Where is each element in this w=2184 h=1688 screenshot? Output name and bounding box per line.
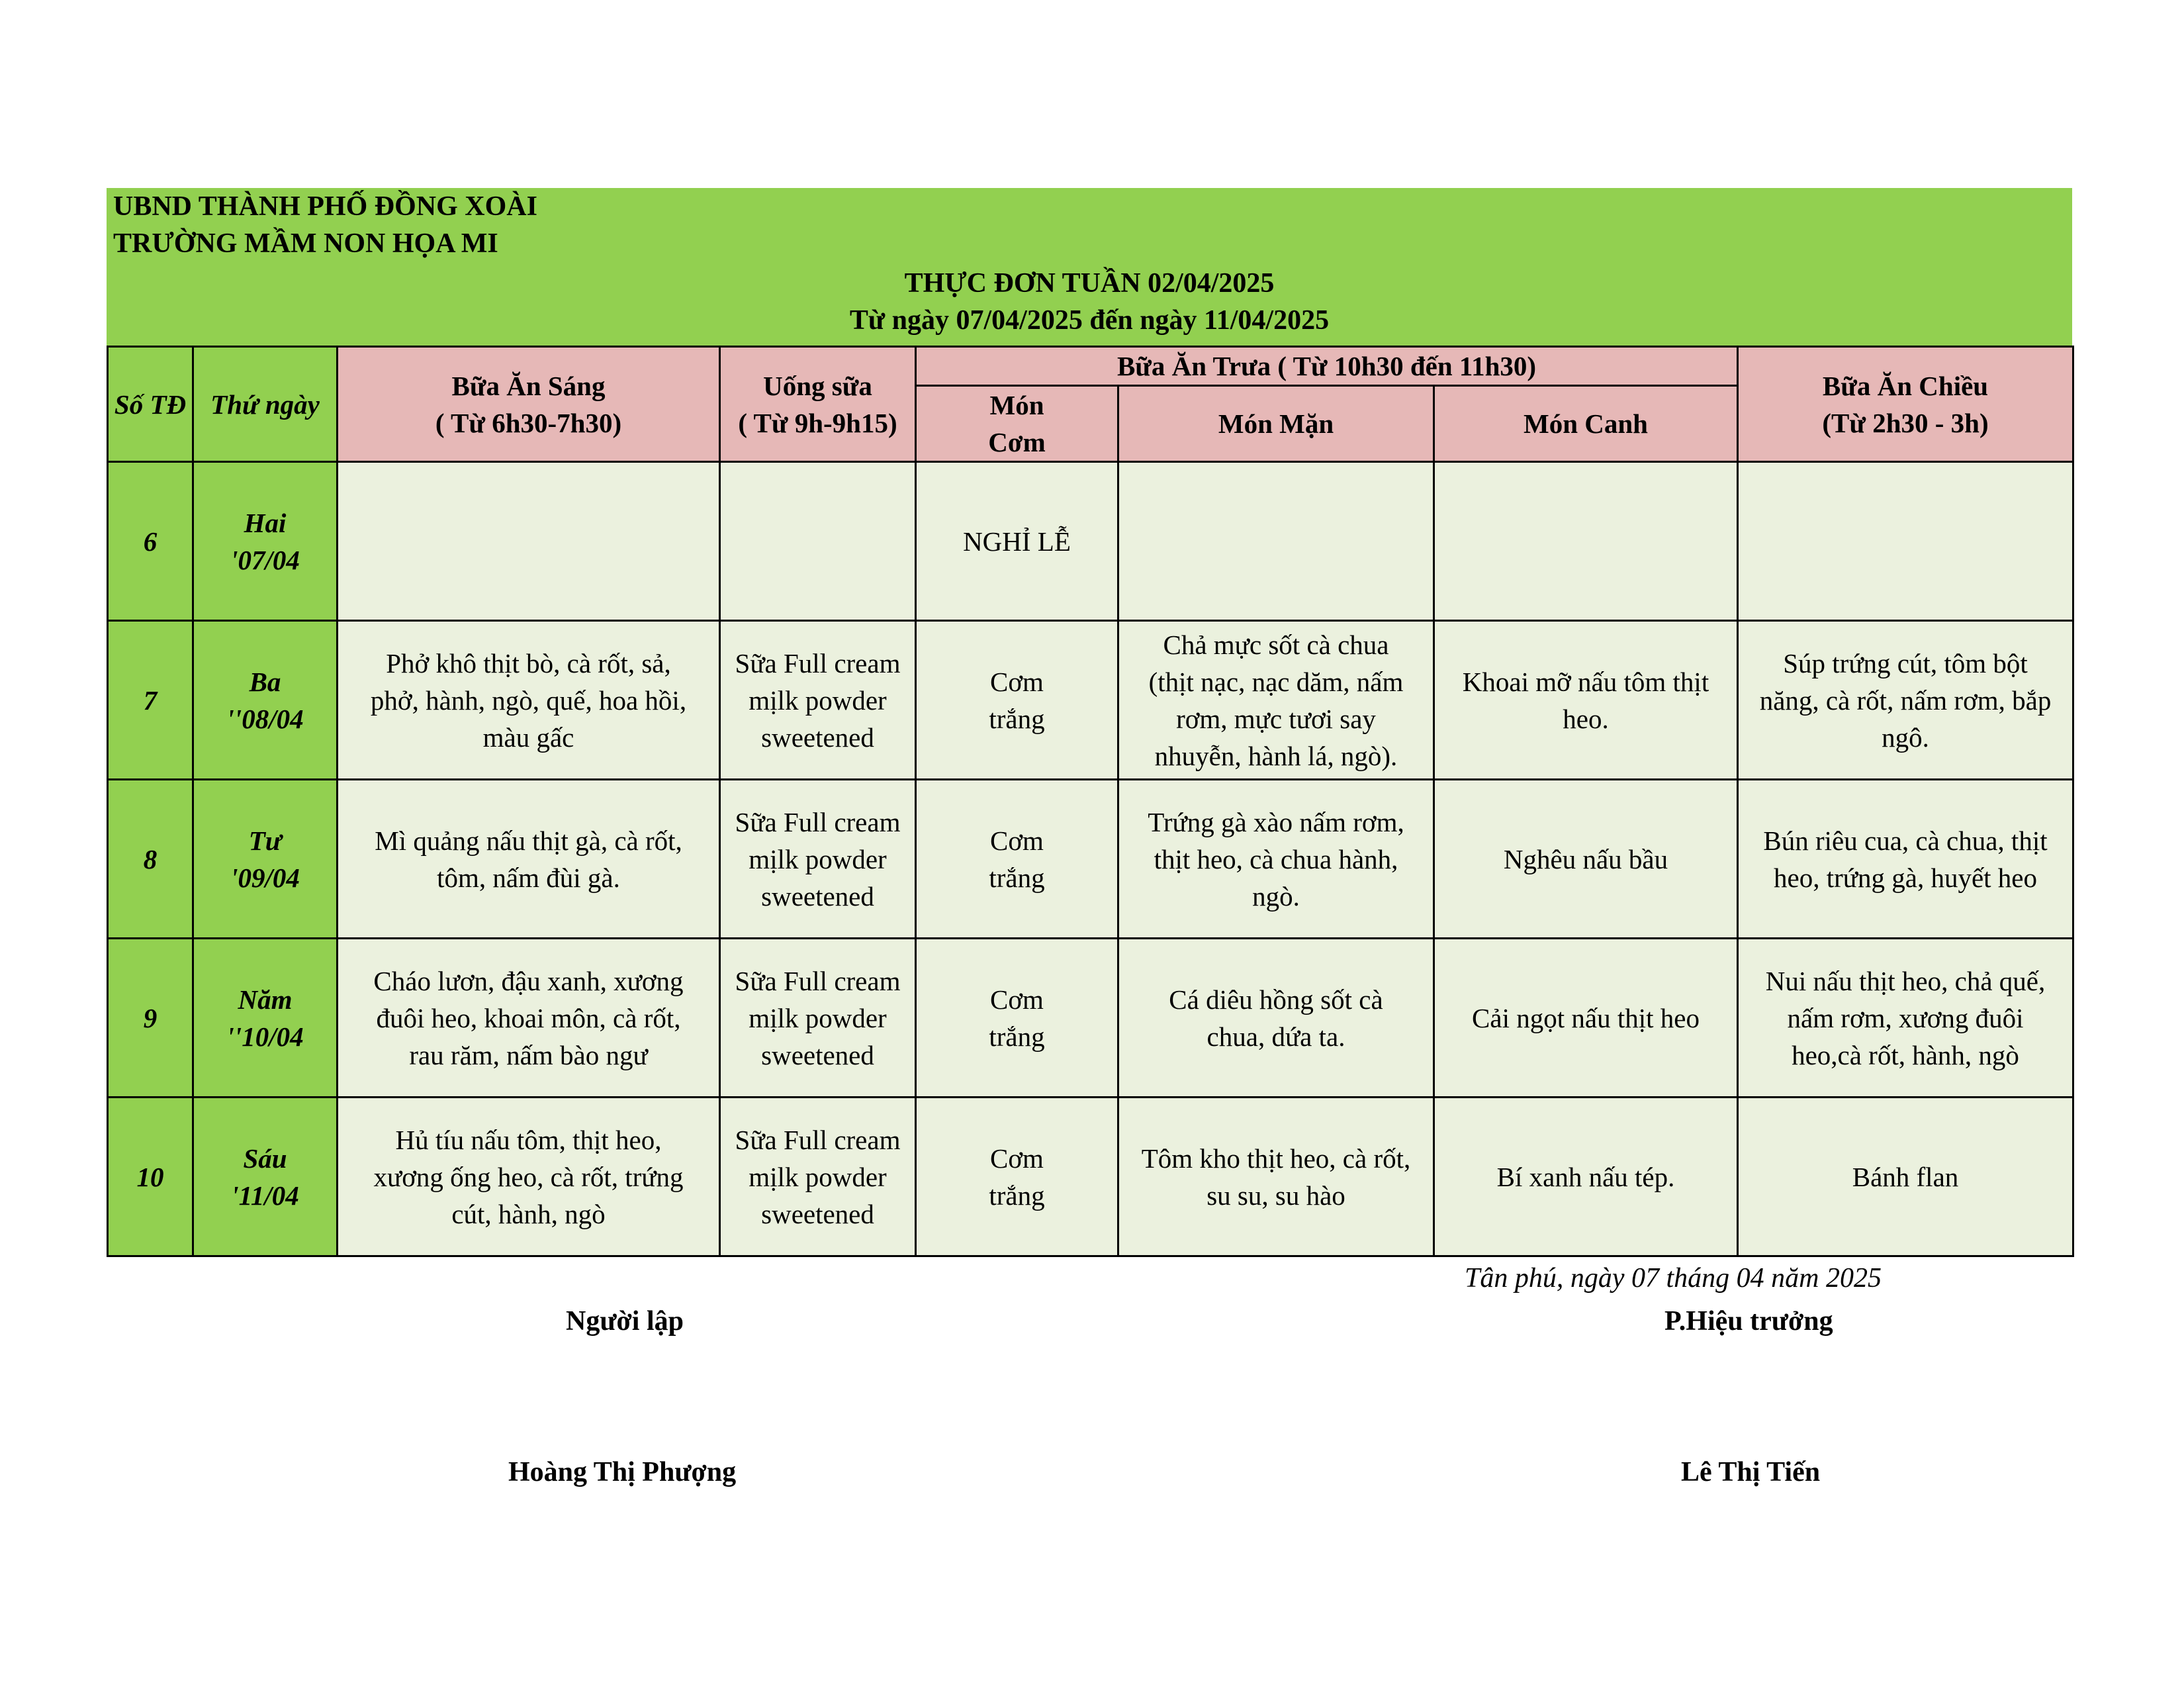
- weekday-label: Tư: [248, 825, 282, 856]
- cell-text-line: màu gấc: [482, 722, 574, 753]
- col-header-afternoon: [1738, 347, 2073, 462]
- cell-text-line: ngò.: [1252, 880, 1300, 912]
- cell-text-line: trắng: [989, 862, 1045, 893]
- cell-text-line: Bánh flan: [1852, 1161, 1959, 1192]
- cell-text-line: Trứng gà xào nấm rơm,: [1148, 806, 1404, 837]
- cell-text-line: cút, hành, ngò: [451, 1198, 606, 1229]
- weekday-label: Ba: [249, 666, 281, 697]
- table-row: [108, 939, 2073, 1098]
- cell-text-line: năng, cà rốt, nấm rơm, bắp: [1759, 684, 2052, 716]
- cell-text-line: Cơm: [990, 984, 1044, 1015]
- col-header-so-td: Số TĐ: [108, 347, 193, 462]
- table-body: [108, 462, 2073, 1256]
- weekday-label: Sáu: [243, 1143, 287, 1174]
- col-header-milk-time: ( Từ 9h-9h15): [738, 407, 897, 438]
- cell-milk: [720, 621, 916, 780]
- cell-milk: [720, 780, 916, 939]
- cell-text-line: heo.: [1563, 703, 1609, 734]
- cell-breakfast: [338, 939, 720, 1098]
- col-header-afternoon-time: (Từ 2h30 - 3h): [1822, 407, 1989, 438]
- cell-text-line: trắng: [989, 1021, 1045, 1052]
- cell-text-line: phở, hành, ngò, quế, hoa hồi,: [370, 684, 687, 716]
- table-row: [108, 1098, 2073, 1256]
- cell-milk: [720, 1098, 916, 1256]
- cell-text-line: trắng: [989, 1180, 1045, 1211]
- cell-text-line: Nghêu nấu bầu: [1503, 843, 1668, 874]
- cell-thu-ngay: [193, 780, 338, 939]
- cell-thu-ngay: [193, 462, 338, 621]
- cell-text-line: Tôm kho thịt heo, cà rốt,: [1141, 1143, 1411, 1174]
- cell-breakfast: [338, 462, 720, 621]
- header-banner: [107, 188, 2072, 346]
- cell-text-line: Khoai mỡ nấu tôm thịt: [1462, 666, 1709, 697]
- cell-main-dish: [1118, 621, 1434, 780]
- menu-date-range: Từ ngày 07/04/2025 đến ngày 11/04/2025: [849, 305, 1330, 336]
- cell-so-td: 9: [108, 939, 193, 1098]
- cell-main-dish: [1118, 1098, 1434, 1256]
- cell-text-line: sweetened: [761, 880, 874, 912]
- col-header-breakfast: [338, 347, 720, 462]
- cell-soup: [1434, 462, 1738, 621]
- cell-text-line: chua, dứa ta.: [1206, 1021, 1345, 1052]
- cell-main-dish: [1118, 462, 1434, 621]
- cell-text-line: Cải ngọt nấu thịt heo: [1472, 1002, 1700, 1033]
- col-header-soup: Món Canh: [1434, 386, 1738, 462]
- cell-text-line: (thịt nạc, nạc dăm, nấm: [1148, 666, 1404, 697]
- cell-text-line: rau răm, nấm bào ngư: [409, 1039, 648, 1070]
- cell-soup: [1434, 780, 1738, 939]
- cell-text-line: heo, trứng gà, huyết heo: [1774, 862, 2037, 893]
- cell-text-line: Bún riêu cua, cà chua, thịt: [1763, 825, 2048, 856]
- cell-main-dish: [1118, 780, 1434, 939]
- cell-so-td: 7: [108, 621, 193, 780]
- place-date: Tân phú, ngày 07 tháng 04 năm 2025: [1465, 1263, 1882, 1293]
- col-header-breakfast-time: ( Từ 6h30-7h30): [435, 407, 622, 438]
- cell-text-line: Nui nấu thịt heo, chả quế,: [1765, 965, 2046, 996]
- cell-breakfast: [338, 780, 720, 939]
- cell-main-dish: [1118, 939, 1434, 1098]
- cell-text-line: Súp trứng cút, tôm bột: [1783, 647, 2028, 679]
- col-header-thu-ngay: Thứ ngày: [193, 347, 338, 462]
- cell-text-line: Sữa Full cream: [735, 806, 901, 837]
- cell-text-line: thịt heo, cà chua hành,: [1154, 843, 1398, 874]
- cell-soup: [1434, 1098, 1738, 1256]
- cell-milk: [720, 462, 916, 621]
- cell-afternoon: [1738, 621, 2073, 780]
- cell-rice: [916, 939, 1118, 1098]
- cell-rice: [916, 780, 1118, 939]
- maker-name: Hoàng Thị Phượng: [508, 1457, 737, 1487]
- cell-text-line: Chả mực sốt cà chua: [1163, 629, 1389, 660]
- cell-thu-ngay: [193, 1098, 338, 1256]
- cell-text-line: mịlk powder: [749, 1161, 887, 1192]
- cell-text-line: Hủ tíu nấu tôm, thịt heo,: [395, 1124, 662, 1155]
- cell-text-line: Phở khô thịt bò, cà rốt, sả,: [386, 647, 671, 679]
- cell-text-line: ngô.: [1882, 722, 1929, 753]
- col-header-rice: [916, 386, 1118, 462]
- cell-breakfast: [338, 621, 720, 780]
- date-label: '09/04: [230, 862, 300, 893]
- col-header-afternoon-label: Bữa Ăn Chiều: [1822, 370, 1989, 401]
- cell-so-td: 8: [108, 780, 193, 939]
- org-name-city: UBND THÀNH PHỐ ĐỒNG XOÀI: [113, 191, 537, 222]
- cell-soup: [1434, 939, 1738, 1098]
- org-name-school: TRƯỜNG MẦM NON HỌA MI: [113, 228, 498, 259]
- cell-soup: [1434, 621, 1738, 780]
- cell-text-line: sweetened: [761, 1198, 874, 1229]
- cell-text-line: Sữa Full cream: [735, 1124, 901, 1155]
- cell-rice: [916, 1098, 1118, 1256]
- col-header-main-dish: Món Mặn: [1118, 386, 1434, 462]
- cell-text-line: su su, su hào: [1206, 1180, 1345, 1211]
- cell-rice: [916, 462, 1118, 621]
- cell-thu-ngay: [193, 621, 338, 780]
- maker-title: Người lập: [566, 1306, 684, 1336]
- weekday-label: Hai: [244, 507, 287, 538]
- col-header-breakfast-label: Bữa Ăn Sáng: [451, 370, 606, 401]
- date-label: ''08/04: [226, 703, 304, 734]
- col-header-rice-line2: Cơm: [988, 427, 1046, 457]
- cell-text-line: NGHỈ LỄ: [963, 526, 1071, 557]
- table-row: [108, 462, 2073, 621]
- cell-text-line: tôm, nấm đùi gà.: [437, 862, 620, 893]
- cell-so-td: 6: [108, 462, 193, 621]
- cell-text-line: sweetened: [761, 1039, 874, 1070]
- cell-text-line: xương ống heo, cà rốt, trứng: [373, 1161, 684, 1192]
- cell-afternoon: [1738, 780, 2073, 939]
- cell-text-line: trắng: [989, 703, 1045, 734]
- date-label: '07/04: [230, 544, 300, 575]
- cell-text-line: rơm, mực tươi say: [1176, 703, 1376, 734]
- col-header-milk: [720, 347, 916, 462]
- table-row: [108, 621, 2073, 780]
- cell-milk: [720, 939, 916, 1098]
- cell-rice: [916, 621, 1118, 780]
- cell-text-line: Bí xanh nấu tép.: [1496, 1161, 1675, 1192]
- col-header-lunch: Bữa Ăn Trưa ( Từ 10h30 đến 11h30): [916, 347, 1738, 386]
- principal-name: Lê Thị Tiến: [1681, 1457, 1821, 1487]
- cell-afternoon: [1738, 462, 2073, 621]
- cell-text-line: Cơm: [990, 1143, 1044, 1174]
- cell-thu-ngay: [193, 939, 338, 1098]
- cell-text-line: Cơm: [990, 825, 1044, 856]
- table-row: [108, 780, 2073, 939]
- col-header-milk-label: Uống sữa: [763, 370, 872, 401]
- cell-text-line: heo,cà rốt, hành, ngò: [1792, 1039, 2019, 1070]
- cell-text-line: Cháo lươn, đậu xanh, xương: [373, 965, 684, 996]
- table-header-row: [108, 347, 2073, 386]
- menu-title: THỰC ĐƠN TUẦN 02/04/2025: [904, 268, 1275, 299]
- cell-text-line: Sữa Full cream: [735, 965, 901, 996]
- cell-breakfast: [338, 1098, 720, 1256]
- cell-afternoon: [1738, 1098, 2073, 1256]
- date-label: ''10/04: [226, 1021, 304, 1052]
- cell-text-line: Cá diêu hồng sốt cà: [1169, 984, 1383, 1015]
- cell-afternoon: [1738, 939, 2073, 1098]
- principal-title: P.Hiệu trưởng: [1664, 1306, 1833, 1336]
- cell-so-td: 10: [108, 1098, 193, 1256]
- cell-text-line: Cơm: [990, 666, 1044, 697]
- cell-text-line: đuôi heo, khoai môn, cà rốt,: [376, 1002, 681, 1033]
- cell-text-line: Mì quảng nấu thịt gà, cà rốt,: [375, 825, 682, 856]
- date-label: '11/04: [231, 1180, 299, 1211]
- weekday-label: Năm: [238, 984, 293, 1015]
- cell-text-line: nhuyễn, hành lá, ngò).: [1154, 740, 1398, 771]
- weekly-menu-table: [107, 346, 2074, 1257]
- cell-text-line: mịlk powder: [749, 843, 887, 874]
- cell-text-line: sweetened: [761, 722, 874, 753]
- cell-text-line: mịlk powder: [749, 684, 887, 716]
- col-header-rice-line1: Món: [989, 390, 1044, 420]
- cell-text-line: nấm rơm, xương đuôi: [1787, 1002, 2024, 1033]
- menu-sheet: [107, 188, 2072, 1257]
- cell-text-line: Sữa Full cream: [735, 647, 901, 679]
- cell-text-line: mịlk powder: [749, 1002, 887, 1033]
